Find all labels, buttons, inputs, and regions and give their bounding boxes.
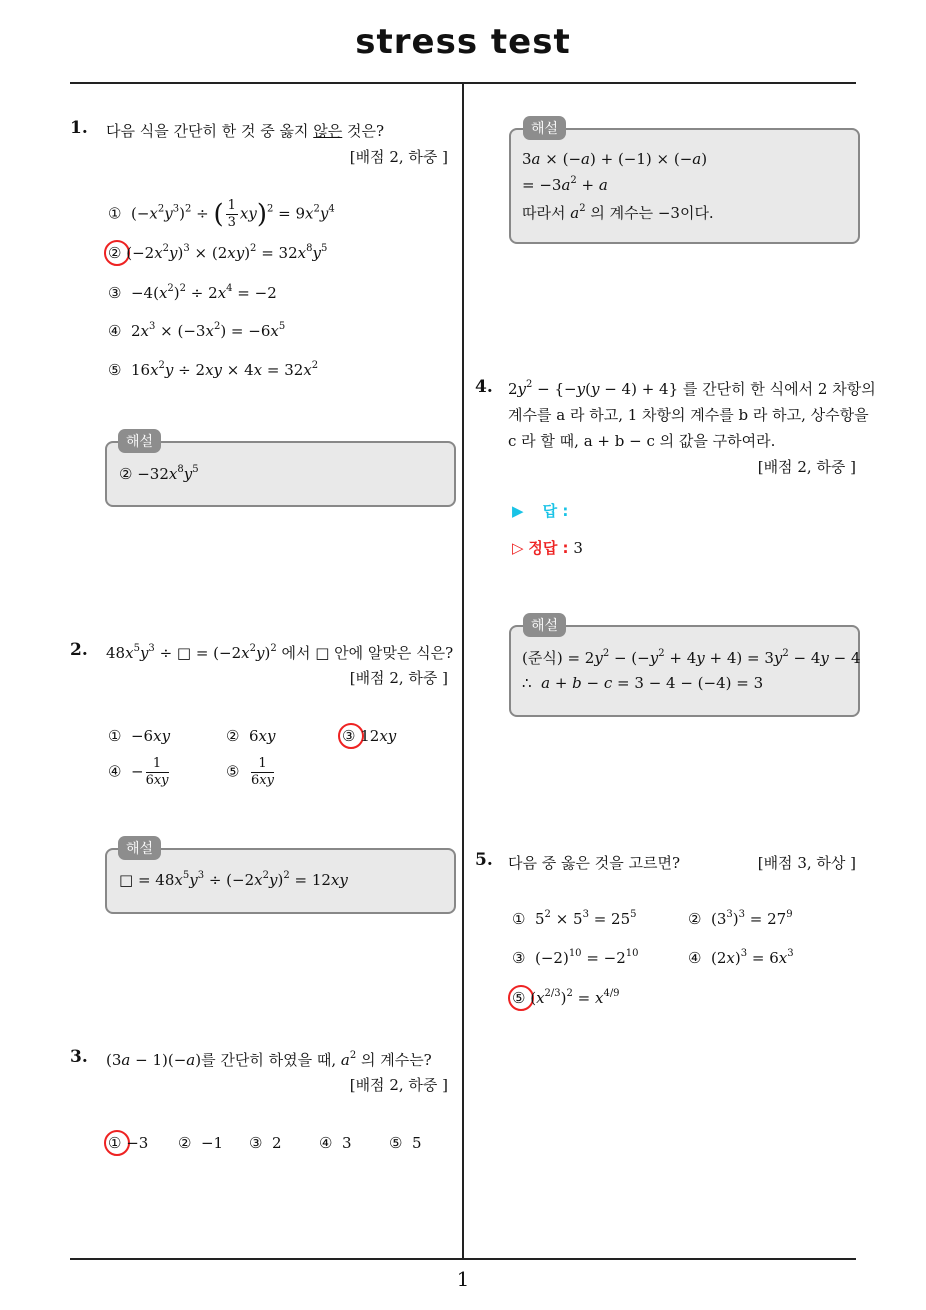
question-1-text-b: 것은? xyxy=(342,122,385,140)
question-1-text-underlined: 않은 xyxy=(313,122,343,140)
question-1-solution-text: ② $-32x^8y^5$ xyxy=(119,464,199,483)
choice-marker: ③ xyxy=(108,284,122,302)
question-3-choice-2[interactable]: ② −1 xyxy=(178,1134,224,1152)
question-4-line-3: c 라 할 때, a + b − c 의 값을 구하여라. xyxy=(508,432,776,450)
question-2-choice-5[interactable]: ⑤ $\frac{1}{6xy}$ xyxy=(226,756,274,788)
question-2-choice-2[interactable]: ② 6xy xyxy=(226,727,276,745)
question-4-line-1-tail: 를 간단히 한 식에서 2 차항의 xyxy=(678,380,876,398)
choice-marker: ② xyxy=(688,910,702,928)
choice-marker: ④ xyxy=(319,1134,333,1152)
question-1-meta: [배점 2, 하중 ] xyxy=(349,148,448,166)
choice-marker: ① xyxy=(108,1134,122,1152)
question-3-solution-line-3: 따라서 $a^2$ 의 계수는 −3이다. xyxy=(522,203,714,222)
question-3-choice-3[interactable]: ③ 2 xyxy=(249,1134,282,1152)
question-3-meta: [배점 2, 하중 ] xyxy=(349,1076,448,1094)
question-2-text: $48x^5y^3$ ÷ □ = $(-2x^2y)^2$ 에서 □ 안에 알맞은 식은? xyxy=(106,643,454,662)
question-4-number: 4. xyxy=(475,377,493,397)
question-2-text-tail: 에서 □ 안에 알맞은 식은? xyxy=(276,644,454,662)
choice-marker: ⑤ xyxy=(108,361,122,379)
choice-marker: ④ xyxy=(108,322,122,340)
question-5-choice-2[interactable]: ② $(3^3)^3 = 27^9$ xyxy=(688,909,793,928)
question-1-choice-1[interactable]: ① $(-x^2y^3)^2$ ÷ ( $\frac{1}{3}$ $xy)^2 = 9x^2y^4$ xyxy=(108,198,335,230)
choice-marker: ④ xyxy=(108,762,122,781)
question-3-solution-line-3-a: 따라서 xyxy=(522,204,571,222)
question-4-solution-line-1: (준식) = $2y^2 - (-y^2 + 4y + 4) = 3y^2 - 4y - 4$ xyxy=(522,648,861,667)
question-4-solution-line-2: ∴ a + b − c = 3 − 4 − (−4) = 3 xyxy=(522,674,764,692)
page-title: stress test xyxy=(355,22,571,62)
question-3-choice-5[interactable]: ⑤ 5 xyxy=(389,1134,422,1152)
correct-label: 정답 : xyxy=(528,539,569,557)
question-5-choice-5[interactable]: ⑤ $(x^{2/3})^2 = x^{4/9}$ xyxy=(512,988,620,1007)
question-1-number: 1. xyxy=(70,118,88,138)
question-5-choice-4[interactable]: ④ $(2x)^3 = 6x^3$ xyxy=(688,948,794,967)
choice-marker: ② xyxy=(108,244,122,262)
question-5-meta: [배점 3, 하상 ] xyxy=(757,854,856,872)
correct-value: 3 xyxy=(573,539,583,557)
question-4-correct-row xyxy=(512,537,583,558)
question-3-choice-4[interactable]: ④ 3 xyxy=(319,1134,352,1152)
question-3-text-mid: 를 간단히 하였을 때, xyxy=(201,1051,341,1069)
question-3-solution-line-1: 3a × (−a) + (−1) × (−a) xyxy=(522,150,708,168)
question-4-solution-box xyxy=(509,625,860,717)
question-2-meta: [배점 2, 하중 ] xyxy=(349,669,448,687)
outline-triangle-icon: ▷ xyxy=(512,539,524,557)
question-1-choice-4[interactable]: ④ $2x^3 \times (-3x^2) = -6x^5$ xyxy=(108,321,286,340)
choice-marker: ② xyxy=(226,727,240,745)
choice-marker: ③ xyxy=(512,949,526,967)
play-triangle-icon: ▶ xyxy=(512,502,524,520)
question-3-number: 3. xyxy=(70,1047,88,1067)
question-2-number: 2. xyxy=(70,640,88,660)
choice-marker: ① xyxy=(108,727,122,745)
choice-marker: ② xyxy=(119,465,133,483)
choice-marker: ③ xyxy=(249,1134,263,1152)
question-3-solution-line-2: = $-3a^2 + a$ xyxy=(522,175,608,194)
question-5-choice-3[interactable]: ③ $(-2)^{10} = -2^{10}$ xyxy=(512,948,639,967)
question-2-choice-1[interactable]: ① −6xy xyxy=(108,727,171,745)
choice-marker: ⑤ xyxy=(389,1134,403,1152)
choice-marker: ⑤ xyxy=(512,989,526,1007)
answer-label: 답 : xyxy=(542,502,569,520)
footer-rule xyxy=(70,1258,856,1260)
choice-marker: ② xyxy=(178,1134,192,1152)
question-3-text: (3a − 1)(−a)를 간단히 하였을 때, $a^2$ 의 계수는? xyxy=(106,1050,432,1069)
page-number: 1 xyxy=(456,1267,470,1291)
question-3-solution-tag: 해설 xyxy=(523,116,566,140)
question-1-solution-tag: 해설 xyxy=(118,429,161,453)
choice-marker: ① xyxy=(512,910,526,928)
question-4-meta: [배점 2, 하중 ] xyxy=(757,458,856,476)
question-3-text-tail: 의 계수는? xyxy=(356,1051,432,1069)
question-1-choice-5[interactable]: ⑤ $16x^2y \div 2xy \times 4x = 32x^2$ xyxy=(108,360,319,379)
choice-marker: ⑤ xyxy=(226,762,240,781)
question-3-choice-1[interactable]: ① −3 xyxy=(108,1134,149,1152)
column-divider xyxy=(462,83,464,1259)
question-4-answer-row[interactable] xyxy=(512,500,568,521)
question-2-choice-4[interactable]: ④ − $\frac{1}{6xy}$ xyxy=(108,756,169,788)
question-3-solution-line-3-b: 의 계수는 −3이다. xyxy=(585,204,714,222)
choice-marker: ③ xyxy=(342,727,356,745)
question-4-solution-tag: 해설 xyxy=(523,613,566,637)
question-1-choice-2[interactable]: ② $(-2x^2y)^3 \times (2xy)^2 = 32x^8y^5$ xyxy=(108,243,328,262)
question-2-solution-text: □ = $48x^5y^3 \div (-2x^2y)^2 = 12xy$ xyxy=(119,870,348,889)
question-4-solution-prefix: (준식) xyxy=(522,649,563,667)
question-1-text-a: 다음 식을 간단히 한 것 중 옳지 xyxy=(106,122,314,140)
question-2-solution-tag: 해설 xyxy=(118,836,161,860)
question-4-line-2: 계수를 a 라 하고, 1 차항의 계수를 b 라 하고, 상수항을 xyxy=(508,406,869,424)
choice-marker: ④ xyxy=(688,949,702,967)
question-4-line-1: $2y^2 - \{-y(y - 4) + 4\}$ 를 간단히 한 식에서 2 차항의 xyxy=(508,379,876,398)
question-1-text xyxy=(106,120,384,141)
question-5-text: 다음 중 옳은 것을 고르면? xyxy=(508,854,681,872)
question-5-number: 5. xyxy=(475,850,493,870)
question-1-choice-3[interactable]: ③ $-4(x^2)^2 \div 2x^4 = -2$ xyxy=(108,283,277,302)
question-2-choice-3[interactable]: ③ 12xy xyxy=(342,727,397,745)
question-5-choice-1[interactable]: ① $5^2 \times 5^3 = 25^5$ xyxy=(512,909,637,928)
choice-marker: ① xyxy=(108,204,122,223)
